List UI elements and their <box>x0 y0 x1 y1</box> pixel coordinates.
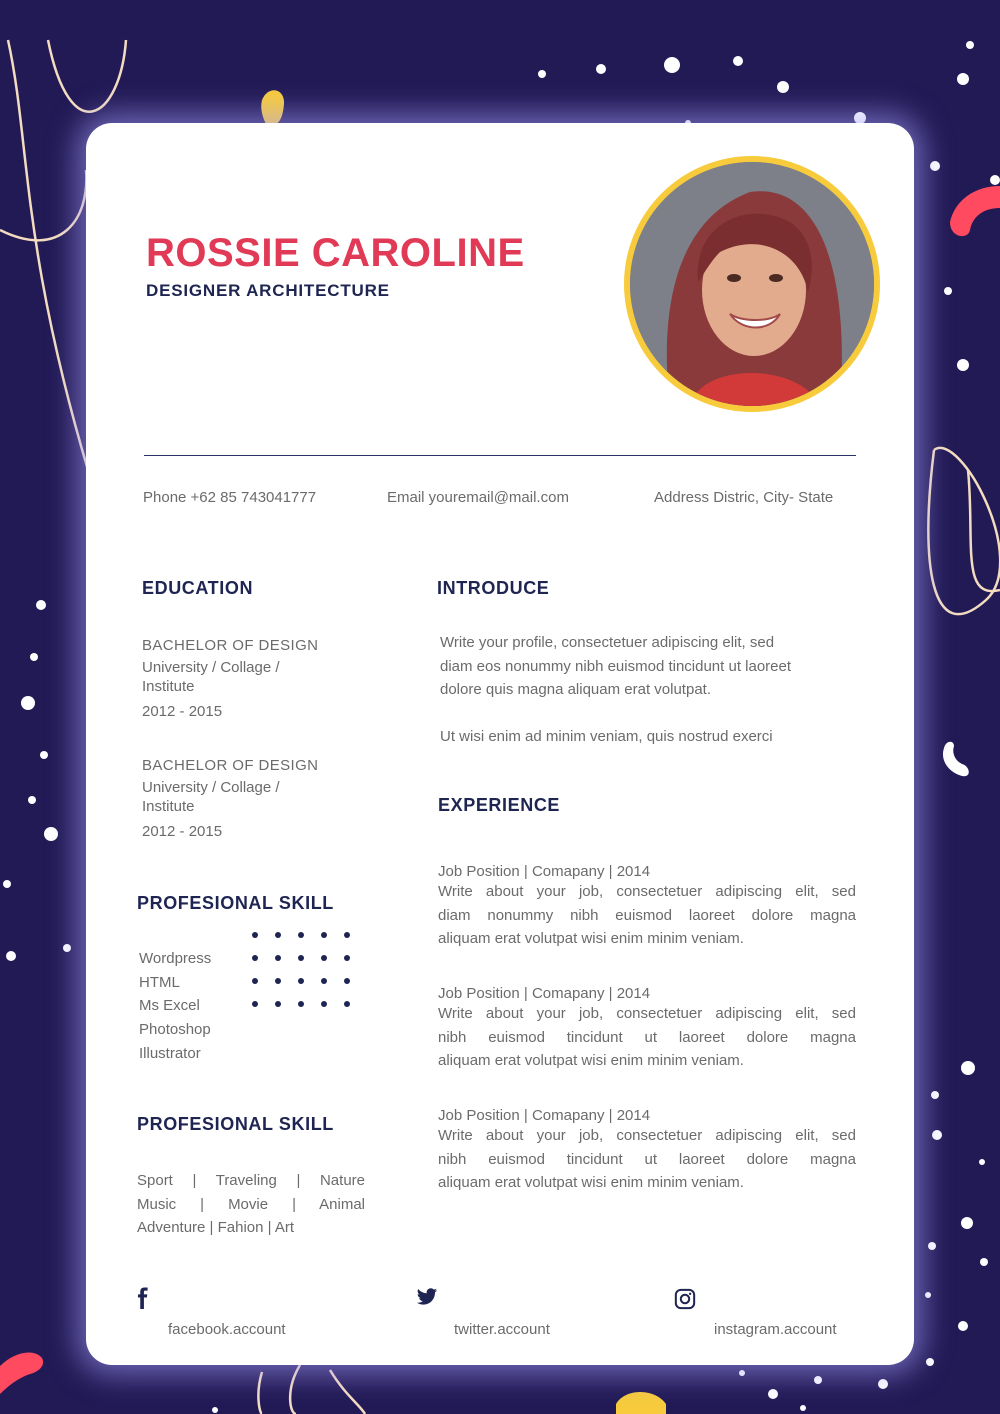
education-degree: BACHELOR OF DESIGN <box>142 757 319 774</box>
skill-item: Photoshop <box>139 1021 211 1038</box>
hobbies-line: Adventure | Fahion | Art <box>137 1219 295 1236</box>
skill-item: Ms Excel <box>139 997 200 1014</box>
facebook-link[interactable]: facebook.account <box>168 1321 286 1338</box>
education-years: 2012 - 2015 <box>142 703 223 720</box>
job-description-line: Write about your job, consectetuer adipiscing elit, sed <box>438 883 856 900</box>
job-title: Job Position | Comapany | 2014 <box>438 985 651 1002</box>
twitter-link[interactable]: twitter.account <box>454 1321 550 1338</box>
contact-phone: Phone +62 85 743041777 <box>143 489 317 506</box>
candidate-role: DESIGNER ARCHITECTURE <box>146 281 390 300</box>
hobbies-line: Sport | Traveling | Nature <box>137 1172 365 1189</box>
job-description-line: Write about your job, consectetuer adipiscing elit, sed <box>438 1127 856 1144</box>
skill-dot-grid <box>252 931 352 1031</box>
introduce-line: dolore quis magna aliquam erat volutpat. <box>440 681 711 698</box>
job-description-line: aliquam erat volutpat wisi enim minim veniam. <box>438 930 744 947</box>
hobbies-line: Music | Movie | Animal <box>137 1195 365 1213</box>
hobbies-heading: PROFESIONAL SKILL <box>137 1114 334 1134</box>
skill-item: Wordpress <box>139 950 212 967</box>
instagram-icon[interactable] <box>674 1288 696 1310</box>
introduce-paragraph-2: Ut wisi enim ad minim veniam, quis nostrud exerci <box>440 728 773 745</box>
education-entry <box>142 637 382 721</box>
skill-item: HTML <box>139 974 180 991</box>
job-description-line: nibh euismod tincidunt ut laoreet dolore magna <box>438 1028 856 1046</box>
skill-item: Illustrator <box>139 1045 201 1062</box>
experience-entry <box>438 863 856 951</box>
education-entry <box>142 757 382 841</box>
education-years: 2012 - 2015 <box>142 823 223 840</box>
introduce-line: Write your profile, consectetuer adipiscing elit, sed <box>440 634 775 651</box>
twitter-icon[interactable] <box>416 1286 438 1308</box>
header-divider <box>144 455 856 456</box>
education-school-cont: Institute <box>142 798 195 815</box>
introduce-paragraph <box>440 631 860 702</box>
introduce-line: diam eos nonummy nibh euismod tincidunt ut laoreet <box>440 657 792 675</box>
job-description-line: Write about your job, consectetuer adipiscing elit, sed <box>438 1005 856 1022</box>
education-school: University / Collage / <box>142 659 280 676</box>
experience-entry <box>438 985 856 1073</box>
hobbies-list <box>137 1169 365 1240</box>
education-heading: EDUCATION <box>142 578 254 598</box>
skills-heading: PROFESIONAL SKILL <box>137 893 334 913</box>
education-degree: BACHELOR OF DESIGN <box>142 637 319 654</box>
candidate-name: ROSSIE CAROLINE <box>146 231 525 275</box>
portrait-illustration <box>630 162 874 406</box>
education-school: University / Collage / <box>142 779 280 796</box>
introduce-heading: INTRODUCE <box>437 578 550 598</box>
experience-heading: EXPERIENCE <box>438 795 561 815</box>
resume-card <box>86 123 914 1365</box>
contact-email: Email youremail@mail.com <box>387 489 569 506</box>
education-school-cont: Institute <box>142 678 195 695</box>
experience-entry <box>438 1107 856 1195</box>
facebook-icon[interactable] <box>132 1287 154 1309</box>
job-description-line: aliquam erat volutpat wisi enim minim veniam. <box>438 1052 744 1069</box>
job-description-line: diam nonummy nibh euismod laoreet dolore magna <box>438 906 856 924</box>
instagram-link[interactable]: instagram.account <box>714 1321 837 1338</box>
contact-address: Address Distric, City- State <box>654 489 834 506</box>
profile-photo <box>624 156 880 412</box>
job-description-line: aliquam erat volutpat wisi enim minim veniam. <box>438 1174 744 1191</box>
job-title: Job Position | Comapany | 2014 <box>438 1107 651 1124</box>
job-title: Job Position | Comapany | 2014 <box>438 863 651 880</box>
job-description-line: nibh euismod tincidunt ut laoreet dolore magna <box>438 1150 856 1168</box>
